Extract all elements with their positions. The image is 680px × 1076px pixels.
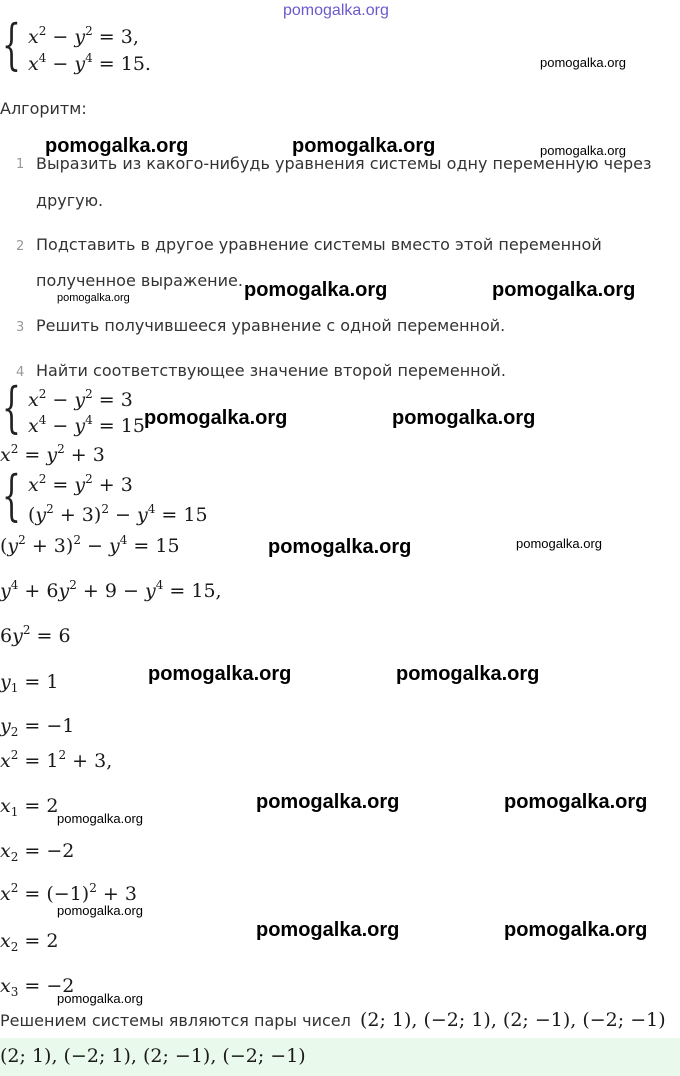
watermark: pomogalka.org [57, 903, 143, 918]
watermark: pomogalka.org [45, 135, 189, 157]
watermark: pomogalka.org [256, 919, 400, 941]
system-brace: { [2, 464, 21, 527]
watermark: pomogalka.org [256, 791, 400, 813]
watermark: pomogalka.org [244, 279, 388, 301]
system-1-eq2: $x^4 - y^4 = 15$. [28, 51, 151, 75]
equation: $x_2 = -2$ [0, 840, 75, 864]
watermark: pomogalka.org [392, 407, 536, 429]
equation: $y_2 = -1$ [0, 715, 75, 739]
step-number: 2 [16, 239, 25, 254]
watermark: pomogalka.org [268, 536, 412, 558]
watermark: pomogalka.org [57, 991, 143, 1006]
header-watermark: pomogalka.org [283, 2, 389, 19]
equation: $y_1 = 1$ [0, 671, 59, 695]
equation: $(y^2 + 3)^2 - y^4 = 15$ [0, 533, 180, 557]
watermark: pomogalka.org [144, 407, 288, 429]
answer-text: (2; 1), (−2; 1), (2; −1), (−2; −1) [0, 1045, 306, 1067]
step-text: Решить получившееся уравнение с одной переменной. [36, 316, 506, 335]
system-2-eq2: $x^4 - y^4 = 15$ [28, 413, 145, 437]
conclusion [0, 1011, 666, 1030]
step-number: 3 [16, 320, 25, 335]
watermark: pomogalka.org [57, 292, 130, 304]
equation: $x_1 = 2$ [0, 795, 59, 819]
equation: $x^2 = y^2 + 3$ [0, 442, 105, 466]
system-brace: { [2, 376, 21, 439]
watermark: pomogalka.org [516, 536, 602, 551]
equation: $x_2 = 2$ [0, 930, 59, 954]
equation: $x^2 = 1^2 + 3$, [0, 748, 113, 772]
equation: $x_3 = -2$ [0, 975, 75, 999]
conclusion-pairs: (2; 1), (−2; 1), (2; −1), (−2; −1) [359, 1009, 666, 1031]
step-text: Подставить в другое уравнение системы вместо этой переменной [36, 235, 602, 254]
step-text-cont: другую. [36, 191, 104, 210]
system-2-eq1: $x^2 - y^2 = 3$ [28, 387, 133, 411]
system-3-eq1: $x^2 = y^2 + 3$ [28, 472, 133, 496]
conclusion-text: Решением системы являются пары чисел [0, 1011, 351, 1030]
equation: $6y^2 = 6$ [0, 623, 71, 647]
watermark: pomogalka.org [292, 135, 436, 157]
watermark: pomogalka.org [492, 279, 636, 301]
system-3-eq2: $(y^2 + 3)^2 - y^4 = 15$ [28, 502, 208, 526]
equation: $x^2 = (-1)^2 + 3$ [0, 881, 137, 905]
watermark: pomogalka.org [57, 811, 143, 826]
step-text: Найти соответствующее значение второй переменной. [36, 361, 506, 380]
step-number: 1 [16, 157, 25, 172]
watermark: pomogalka.org [396, 663, 540, 685]
watermark: pomogalka.org [504, 791, 648, 813]
step-text: Выразить из какого-нибудь уравнения системы одну переменную через [36, 154, 652, 173]
step-number: 4 [16, 365, 25, 380]
system-1-eq1: $x^2 - y^2 = 3$, [28, 24, 139, 48]
watermark: pomogalka.org [540, 55, 626, 70]
watermark: pomogalka.org [540, 143, 626, 158]
watermark: pomogalka.org [504, 919, 648, 941]
system-brace: { [2, 13, 21, 76]
watermark: pomogalka.org [148, 663, 292, 685]
answer-box [0, 1038, 680, 1076]
step-text-cont: полученное выражение. [36, 271, 243, 290]
algorithm-title: Алгоритм: [0, 99, 87, 118]
equation: $y^4 + 6y^2 + 9 - y^4 = 15$, [0, 578, 222, 602]
